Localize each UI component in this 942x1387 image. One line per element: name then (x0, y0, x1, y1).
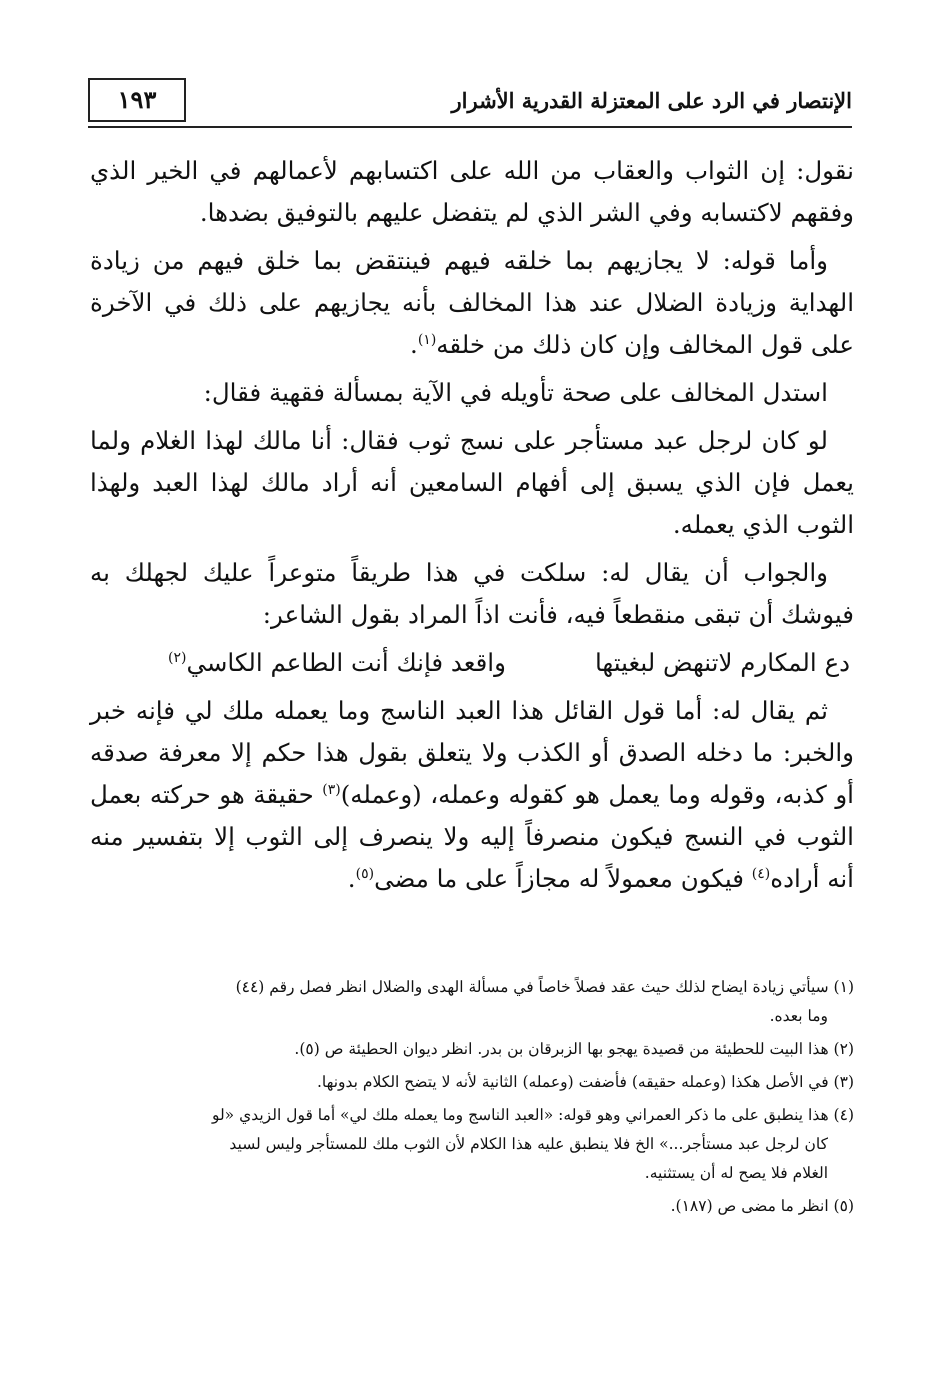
footnote-5: (٥) انظر ما مضى ص (١٨٧). (670, 1197, 854, 1215)
main-text (90, 150, 854, 906)
footnote-4 (90, 1101, 854, 1188)
paragraph-5-text: والجواب أن يقال له: سلكت في هذا طريقاً متوعراً عليك لجهلك به فيوشك أن تبقى منقطعاً فيه، فأنت اذاً المراد بقول الشاعر: (90, 558, 854, 629)
paragraph-6-text-b: حقيقة هو حركته بعمل الثوب في النسج فيكون منصرفاً إليه ولا ينصرف إلى الثوب إلا بتفسير منه أنه أراده (90, 780, 854, 893)
paragraph-1 (90, 150, 854, 234)
paragraph-4 (90, 420, 854, 546)
page-header (88, 68, 852, 128)
footnote-ref-1[interactable]: (١) (417, 331, 437, 348)
paragraph-6-text-a: ثم يقال له: أما قول القائل هذا العبد الناسج وما يعمله ملك لي فإنه خبر والخبر: ما دخله الصدق أو الكذب ولا يتعلق بقول هذا حكم إلا معرفة صدقه أو كذبه، وقوله وما يعمل هو كقوله وعمله، (وعمله) (90, 696, 854, 809)
paragraph-3 (90, 372, 854, 414)
footnote-ref-5[interactable]: (٥) (355, 865, 375, 882)
paragraph-2 (90, 240, 854, 366)
paragraph-2-text: وأما قوله: لا يجازيهم بما خلقه فيهم فينتقض بما خلق فيهم من زيادة الهداية وزيادة الضلال عند هذا المخالف بأنه يجازيهم على ذلك في الآخرة على قول المخالف وإن كان ذلك من خلقه (90, 246, 854, 359)
page-number: ١٩٣ (88, 78, 186, 122)
footnote-3: (٣) في الأصل هكذا (وعمله حقيقه) فأضفت (وعمله) الثانية لأنه لا يتضح الكلام بدونها. (316, 1073, 854, 1091)
footnote-4-continued-1: كان لرجل عبد مستأجر...» الخ فلا ينطبق عليه هذا الكلام لأن الثوب ملك للمستأجر وليس لسيد (229, 1135, 828, 1153)
verse-second-hemistich: واقعد فإنك أنت الطاعم الكاسي (186, 648, 506, 677)
footnote-1-continued: وما بعده. (769, 1007, 828, 1025)
footnote-4-continued-2: الغلام فلا يصح له أن يستثنيه. (644, 1164, 828, 1182)
footnote-ref-2[interactable]: (٢) (168, 649, 187, 666)
paragraph-6 (90, 690, 854, 900)
footnote-1-text: (١) سيأتي زيادة ايضاح لذلك حيث عقد فصلاً خاصاً في مسألة الهدى والضلال انظر فصل رقم (٤٤) (235, 978, 854, 996)
verse-first-hemistich: دع المكارم لاتنهض لبغيتها (594, 648, 850, 677)
footnote-ref-3[interactable]: (٣) (322, 781, 341, 798)
footnote-4-text: (٤) هذا ينطبق على ما ذكر العمراني وهو قوله: «العبد الناسج وما يعمله ملك لي» أما قول الزيدي «لو (211, 1106, 854, 1124)
running-title: الإنتصار في الرد على المعتزلة القدرية الأشرار (451, 88, 852, 113)
poetry-verse (90, 642, 854, 684)
paragraph-1-text: نقول: إن الثواب والعقاب من الله على اكتسابهم لأعمالهم في الخير الذي وفقهم لاكتسابه وفي الشر الذي لم يتفضل عليهم بالتوفيق بضدها. (90, 156, 854, 227)
verse-second-hemistich-wrap (168, 642, 506, 684)
footnotes (90, 973, 854, 1225)
header-rule (88, 126, 852, 128)
paragraph-3-text: استدل المخالف على صحة تأويله في الآية بمسألة فقهية فقال: (203, 378, 828, 407)
paragraph-6-end: . (347, 864, 356, 893)
paragraph-5 (90, 552, 854, 636)
paragraph-6-text-c: فيكون معمولاً له مجازاً على ما مضى (374, 864, 752, 893)
paragraph-2-end: . (410, 330, 418, 359)
footnote-1 (90, 973, 854, 1031)
paragraph-4-text: لو كان لرجل عبد مستأجر على نسج ثوب فقال: أنا مالك لهذا الغلام ولما يعمل فإن الذي يسبق إلى أفهام السامعين أنه أراد مالك لهذا العبد ولهذا الثوب الذي يعمله. (90, 426, 854, 539)
footnote-2: (٢) هذا البيت للحطيئة من قصيدة يهجو بها الزبرقان بن بدر. انظر ديوان الحطيئة ص (٥). (294, 1040, 854, 1058)
footnote-ref-4[interactable]: (٤) (751, 865, 771, 882)
